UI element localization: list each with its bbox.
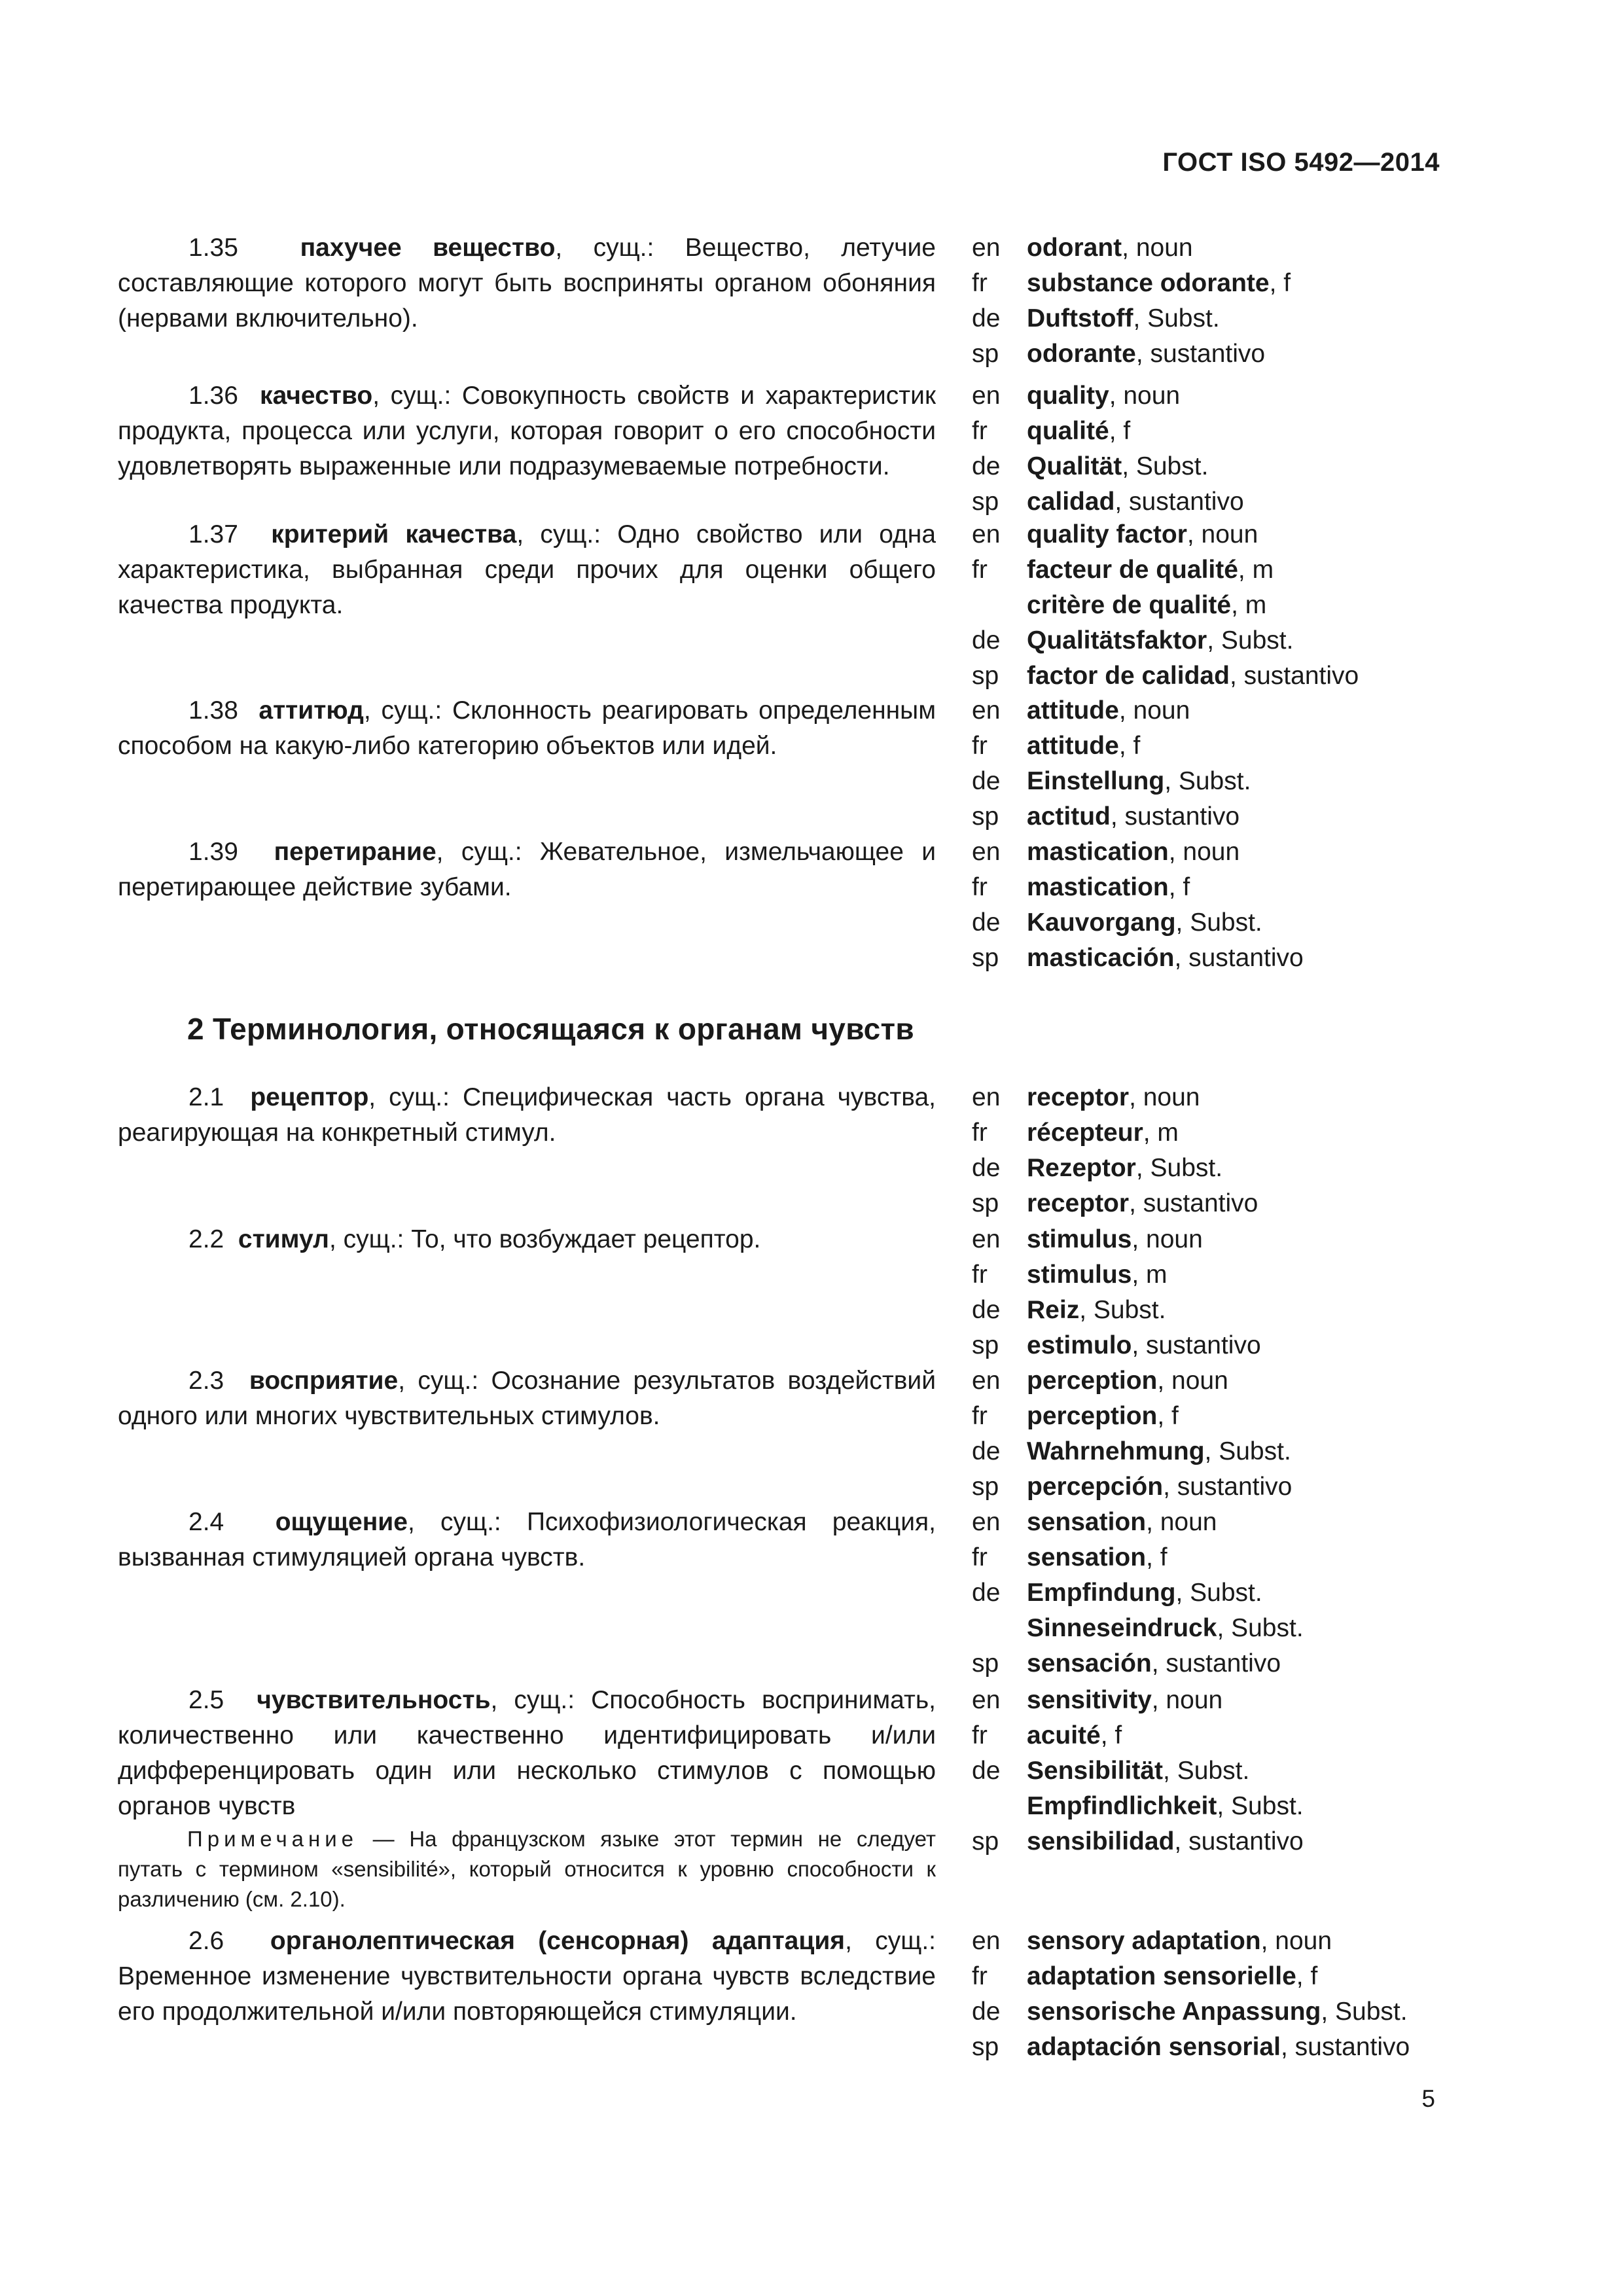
language-code: en bbox=[972, 234, 1001, 262]
term-name: качество bbox=[260, 382, 373, 410]
translated-term: Duftstoff bbox=[1027, 304, 1133, 332]
language-code: en bbox=[972, 1686, 1001, 1714]
translated-term: Kauvorgang bbox=[1027, 908, 1176, 937]
translation-row bbox=[972, 728, 1508, 764]
grammar-label: , noun bbox=[1109, 382, 1181, 410]
grammar-label: , f bbox=[1118, 732, 1141, 760]
term-definition bbox=[118, 1924, 936, 2030]
part-of-speech: , сущ.: bbox=[555, 234, 654, 262]
grammar-label: , noun bbox=[1186, 520, 1258, 548]
term-name: перетирание bbox=[274, 838, 437, 866]
term-definition bbox=[118, 378, 936, 484]
term-note bbox=[118, 1824, 936, 1914]
term-name: восприятие bbox=[249, 1367, 399, 1395]
term-definition bbox=[118, 1683, 936, 1824]
translated-term: stimulus bbox=[1027, 1225, 1132, 1253]
translated-term: receptor bbox=[1027, 1083, 1130, 1111]
term-definition bbox=[118, 1222, 936, 1257]
translated-term: quality factor bbox=[1027, 520, 1187, 548]
grammar-label: , sustantivo bbox=[1132, 1331, 1261, 1359]
definition-text: Способность воспринимать, количественно или качественно идентифицировать и/или дифференцировать один или несколько стимулов с помощью органов чувств bbox=[118, 1686, 936, 1820]
translation-row bbox=[972, 2030, 1508, 2065]
translated-term: Rezeptor bbox=[1027, 1154, 1136, 1182]
grammar-label: , Subst. bbox=[1321, 1998, 1408, 2026]
language-code: de bbox=[972, 1437, 1001, 1465]
translated-term: quality bbox=[1027, 382, 1109, 410]
translated-term: sensitivity bbox=[1027, 1686, 1152, 1714]
translation-row bbox=[972, 905, 1508, 941]
translation-row bbox=[972, 1959, 1508, 1994]
term-definition bbox=[118, 834, 936, 905]
translation-row bbox=[972, 1924, 1508, 1959]
translation-row bbox=[972, 764, 1508, 799]
translated-term: attitude bbox=[1027, 696, 1119, 725]
translated-term: perception bbox=[1027, 1367, 1158, 1395]
definition-text: Вещество, летучие составляющие которого могут быть восприняты органом обоняния (нервами включительно). bbox=[118, 234, 936, 332]
term-number: 2.5 bbox=[188, 1686, 224, 1714]
language-code: de bbox=[972, 1296, 1001, 1324]
language-code bbox=[972, 1789, 1027, 1824]
translation-row bbox=[972, 230, 1508, 266]
definition-text: Специфическая часть органа чувства, реагирующая на конкретный стимул. bbox=[118, 1083, 936, 1147]
language-code: fr bbox=[972, 1402, 988, 1430]
grammar-label: , sustantivo bbox=[1280, 2033, 1410, 2061]
grammar-label: , f bbox=[1109, 417, 1131, 445]
term-number: 2.6 bbox=[188, 1927, 224, 1955]
grammar-label: , Subst. bbox=[1175, 1579, 1262, 1607]
grammar-label: , Subst. bbox=[1217, 1792, 1304, 1820]
grammar-label: , sustantivo bbox=[1163, 1473, 1293, 1501]
term-number: 1.35 bbox=[188, 234, 238, 262]
grammar-label: , noun bbox=[1132, 1225, 1203, 1253]
part-of-speech: , сущ.: bbox=[516, 520, 601, 548]
part-of-speech: , сущ.: bbox=[372, 382, 452, 410]
grammar-label: , sustantivo bbox=[1115, 488, 1244, 516]
language-code: sp bbox=[972, 1827, 999, 1856]
translated-term: stimulus bbox=[1027, 1261, 1132, 1289]
grammar-label: , f bbox=[1296, 1962, 1318, 1990]
translated-term: Qualitätsfaktor bbox=[1027, 626, 1207, 655]
part-of-speech: , сущ.: bbox=[368, 1083, 450, 1111]
translation-row bbox=[972, 1293, 1508, 1328]
translated-term: sensory adaptation bbox=[1027, 1927, 1261, 1955]
definition-text: Совокупность свойств и характеристик продукта, процесса или услуги, которая говорит о его способности удовлетворять выраженные или подразумеваемые потребности. bbox=[118, 382, 936, 480]
part-of-speech: , сущ.: bbox=[845, 1927, 936, 1955]
language-code: en bbox=[972, 1508, 1001, 1536]
grammar-label: , sustantivo bbox=[1110, 802, 1240, 831]
translation-row bbox=[972, 1257, 1508, 1293]
translation-list bbox=[972, 1222, 1508, 1363]
translation-row bbox=[972, 449, 1508, 484]
translated-term: calidad bbox=[1027, 488, 1115, 516]
translation-row bbox=[972, 870, 1508, 905]
language-code: de bbox=[972, 626, 1001, 655]
language-code: en bbox=[972, 696, 1001, 725]
definition-text: То, что возбуждает рецептор. bbox=[404, 1225, 761, 1253]
document-code-header: ГОСТ ISO 5492—2014 bbox=[1162, 148, 1440, 177]
translation-row bbox=[972, 1115, 1508, 1151]
translation-list bbox=[972, 693, 1508, 834]
translation-list bbox=[972, 1505, 1508, 1681]
translation-row bbox=[972, 1753, 1508, 1789]
translated-term: Empfindung bbox=[1027, 1579, 1176, 1607]
language-code: fr bbox=[972, 1261, 988, 1289]
language-code: de bbox=[972, 1757, 1001, 1785]
language-code: de bbox=[972, 452, 1001, 480]
translated-term: adaptación sensorial bbox=[1027, 2033, 1281, 2061]
translation-list bbox=[972, 1080, 1508, 1221]
translated-term: sensation bbox=[1027, 1508, 1147, 1536]
translation-row bbox=[972, 1824, 1508, 1859]
translated-term: perception bbox=[1027, 1402, 1158, 1430]
part-of-speech: , сущ.: bbox=[398, 1367, 479, 1395]
translation-row bbox=[972, 378, 1508, 414]
language-code: sp bbox=[972, 1473, 999, 1501]
translated-term: percepción bbox=[1027, 1473, 1164, 1501]
language-code: sp bbox=[972, 1331, 999, 1359]
language-code bbox=[972, 588, 1027, 623]
translation-row bbox=[972, 799, 1508, 834]
translation-row bbox=[972, 301, 1508, 336]
part-of-speech: , сущ.: bbox=[490, 1686, 575, 1714]
grammar-label: , sustantivo bbox=[1229, 662, 1359, 690]
translation-row bbox=[972, 623, 1508, 658]
translated-term: substance odorante bbox=[1027, 269, 1270, 297]
grammar-label: , Subst. bbox=[1207, 626, 1294, 655]
translation-list bbox=[972, 230, 1508, 372]
language-code: fr bbox=[972, 1962, 988, 1990]
language-code: fr bbox=[972, 417, 988, 445]
definition-text: Психофизиологическая реакция, вызванная стимуляцией органа чувств. bbox=[118, 1508, 936, 1571]
grammar-label: , f bbox=[1157, 1402, 1179, 1430]
definition-text: Одно свойство или одна характеристика, выбранная среди прочих для оценки общего качества продукта. bbox=[118, 520, 936, 619]
grammar-label: , sustantivo bbox=[1129, 1189, 1258, 1217]
translation-list bbox=[972, 834, 1508, 976]
grammar-label: , f bbox=[1100, 1721, 1122, 1749]
grammar-label: , Subst. bbox=[1079, 1296, 1166, 1324]
translation-row bbox=[972, 693, 1508, 728]
translation-row bbox=[972, 484, 1508, 520]
translation-row bbox=[972, 658, 1508, 694]
language-code: en bbox=[972, 838, 1001, 866]
translated-term: estimulo bbox=[1027, 1331, 1132, 1359]
language-code: sp bbox=[972, 488, 999, 516]
translated-term: mastication bbox=[1027, 838, 1169, 866]
grammar-label: , Subst. bbox=[1122, 452, 1209, 480]
translated-term: sensibilidad bbox=[1027, 1827, 1175, 1856]
grammar-label: , sustantivo bbox=[1174, 1827, 1304, 1856]
translated-term: odorante bbox=[1027, 340, 1136, 368]
term-number: 1.36 bbox=[188, 382, 238, 410]
translation-row bbox=[972, 1434, 1508, 1469]
term-name: критерий качества bbox=[271, 520, 517, 548]
term-definition bbox=[118, 1505, 936, 1575]
grammar-label: , Subst. bbox=[1133, 304, 1220, 332]
translation-row bbox=[972, 414, 1508, 449]
term-number: 2.3 bbox=[188, 1367, 224, 1395]
language-code: en bbox=[972, 520, 1001, 548]
language-code: en bbox=[972, 382, 1001, 410]
grammar-label: , Subst. bbox=[1204, 1437, 1291, 1465]
language-code: sp bbox=[972, 1649, 999, 1677]
term-name: пахучее вещество bbox=[300, 234, 556, 262]
definition-text: Осознание результатов воздействий одного или многих чувствительных стимулов. bbox=[118, 1367, 936, 1430]
translated-term: Einstellung bbox=[1027, 767, 1165, 795]
translated-term: Empfindlichkeit bbox=[1027, 1792, 1217, 1820]
grammar-label: , m bbox=[1132, 1261, 1168, 1289]
grammar-label: , noun bbox=[1168, 838, 1240, 866]
translated-term: récepteur bbox=[1027, 1119, 1143, 1147]
term-number: 2.2 bbox=[188, 1225, 224, 1253]
term-name: органолептическая (сенсорная) адаптация bbox=[270, 1927, 846, 1955]
term-definition bbox=[118, 693, 936, 764]
term-number: 2.4 bbox=[188, 1508, 224, 1536]
language-code: fr bbox=[972, 1543, 988, 1571]
language-code: sp bbox=[972, 802, 999, 831]
translation-row bbox=[972, 1994, 1508, 2030]
language-code: fr bbox=[972, 1721, 988, 1749]
translation-row bbox=[972, 266, 1508, 301]
translated-term: Sensibilität bbox=[1027, 1757, 1164, 1785]
term-definition bbox=[118, 517, 936, 623]
grammar-label: , noun bbox=[1118, 696, 1190, 725]
translation-row bbox=[972, 1575, 1508, 1611]
language-code: de bbox=[972, 1154, 1001, 1182]
term-name: ощущение bbox=[275, 1508, 408, 1536]
language-code: de bbox=[972, 304, 1001, 332]
translated-term: receptor bbox=[1027, 1189, 1130, 1217]
translation-row bbox=[972, 1469, 1508, 1505]
page-number: 5 bbox=[1421, 2085, 1435, 2112]
grammar-label: , f bbox=[1168, 873, 1190, 901]
translation-row bbox=[972, 941, 1508, 976]
language-code: de bbox=[972, 767, 1001, 795]
part-of-speech: , сущ.: bbox=[329, 1225, 404, 1253]
grammar-label: , noun bbox=[1146, 1508, 1217, 1536]
grammar-label: , sustantivo bbox=[1135, 340, 1266, 368]
translation-row bbox=[972, 834, 1508, 870]
translated-term: Wahrnehmung bbox=[1027, 1437, 1205, 1465]
translated-term: odorant bbox=[1027, 234, 1122, 262]
language-code: en bbox=[972, 1225, 1001, 1253]
term-name: рецептор bbox=[250, 1083, 369, 1111]
translation-row bbox=[972, 1718, 1508, 1753]
translation-list bbox=[972, 1683, 1508, 1859]
translated-term: qualité bbox=[1027, 417, 1109, 445]
translated-term: facteur de qualité bbox=[1027, 556, 1238, 584]
translation-row bbox=[972, 1505, 1508, 1540]
translation-row bbox=[972, 1186, 1508, 1221]
grammar-label: , f bbox=[1146, 1543, 1168, 1571]
language-code: fr bbox=[972, 873, 988, 901]
translation-row bbox=[972, 1080, 1508, 1115]
part-of-speech: , сущ.: bbox=[436, 838, 522, 866]
grammar-label: , Subst. bbox=[1135, 1154, 1223, 1182]
term-definition bbox=[118, 230, 936, 336]
translation-row bbox=[972, 1540, 1508, 1575]
grammar-label: , noun bbox=[1260, 1927, 1332, 1955]
definition-text: Временное изменение чувствительности органа чувств вследствие его продолжительной и/или повторяющейся стимуляции. bbox=[118, 1962, 936, 2026]
term-name: аттитюд bbox=[259, 696, 364, 725]
term-number: 1.39 bbox=[188, 838, 238, 866]
translated-term: acuité bbox=[1027, 1721, 1101, 1749]
section-title: 2 Терминология, относящаяся к органам чувств bbox=[187, 1012, 914, 1046]
part-of-speech: , сущ.: bbox=[363, 696, 442, 725]
translation-row bbox=[972, 1611, 1508, 1646]
translated-term: sensación bbox=[1027, 1649, 1152, 1677]
grammar-label: , m bbox=[1238, 556, 1274, 584]
translation-row bbox=[972, 1399, 1508, 1434]
definition-text: Склонность реагировать определенным способом на какую-либо категорию объектов или идей. bbox=[118, 696, 936, 760]
translated-term: sensation bbox=[1027, 1543, 1147, 1571]
translation-list bbox=[972, 1363, 1508, 1505]
term-definition bbox=[118, 1363, 936, 1434]
language-code: sp bbox=[972, 662, 999, 690]
language-code: de bbox=[972, 1579, 1001, 1607]
grammar-label: , sustantivo bbox=[1174, 944, 1304, 972]
term-number: 1.38 bbox=[188, 696, 238, 725]
grammar-label: , noun bbox=[1151, 1686, 1223, 1714]
language-code: de bbox=[972, 908, 1001, 937]
translation-row bbox=[972, 1683, 1508, 1718]
translated-term: critère de qualité bbox=[1027, 591, 1232, 619]
grammar-label: , Subst. bbox=[1164, 767, 1251, 795]
part-of-speech: , сущ.: bbox=[407, 1508, 501, 1536]
translation-row bbox=[972, 588, 1508, 623]
translation-list bbox=[972, 517, 1508, 694]
note-label: Примечание bbox=[187, 1827, 359, 1851]
language-code: en bbox=[972, 1083, 1001, 1111]
language-code: fr bbox=[972, 269, 988, 297]
language-code: sp bbox=[972, 340, 999, 368]
language-code: en bbox=[972, 1367, 1001, 1395]
translation-row bbox=[972, 336, 1508, 372]
grammar-label: , f bbox=[1269, 269, 1291, 297]
term-number: 2.1 bbox=[188, 1083, 224, 1111]
grammar-label: , m bbox=[1231, 591, 1267, 619]
language-code: en bbox=[972, 1927, 1001, 1955]
grammar-label: , Subst. bbox=[1175, 908, 1262, 937]
definition-text: Жевательное, измельчающее и перетирающее действие зубами. bbox=[118, 838, 936, 901]
translated-term: adaptation sensorielle bbox=[1027, 1962, 1296, 1990]
translation-row bbox=[972, 552, 1508, 588]
translated-term: actitud bbox=[1027, 802, 1111, 831]
translated-term: Sinneseindruck bbox=[1027, 1614, 1217, 1642]
term-name: стимул bbox=[238, 1225, 329, 1253]
language-code: sp bbox=[972, 2033, 999, 2061]
language-code: fr bbox=[972, 732, 988, 760]
term-number: 1.37 bbox=[188, 520, 238, 548]
language-code: sp bbox=[972, 944, 999, 972]
grammar-label: , m bbox=[1143, 1119, 1179, 1147]
translation-row bbox=[972, 1222, 1508, 1257]
note-text: — На французском языке этот термин не следует путать с термином «sensibilité», который относится к уровню способности к различению (см. 2.10). bbox=[118, 1827, 936, 1911]
translated-term: masticación bbox=[1027, 944, 1175, 972]
grammar-label: , noun bbox=[1122, 234, 1193, 262]
term-name: чувствительность bbox=[257, 1686, 491, 1714]
translated-term: attitude bbox=[1027, 732, 1119, 760]
translation-list bbox=[972, 378, 1508, 520]
grammar-label: , noun bbox=[1157, 1367, 1228, 1395]
language-code: fr bbox=[972, 1119, 988, 1147]
language-code: fr bbox=[972, 556, 988, 584]
translation-row bbox=[972, 1646, 1508, 1681]
translated-term: factor de calidad bbox=[1027, 662, 1230, 690]
term-definition bbox=[118, 1080, 936, 1151]
translation-row bbox=[972, 1789, 1508, 1824]
language-code: sp bbox=[972, 1189, 999, 1217]
grammar-label: , Subst. bbox=[1163, 1757, 1250, 1785]
translated-term: mastication bbox=[1027, 873, 1169, 901]
translation-list bbox=[972, 1924, 1508, 2065]
translation-row bbox=[972, 1151, 1508, 1186]
translated-term: Reiz bbox=[1027, 1296, 1080, 1324]
translation-row bbox=[972, 517, 1508, 552]
grammar-label: , noun bbox=[1129, 1083, 1200, 1111]
grammar-label: , sustantivo bbox=[1151, 1649, 1281, 1677]
translation-row bbox=[972, 1328, 1508, 1363]
translated-term: sensorische Anpassung bbox=[1027, 1998, 1321, 2026]
translation-row bbox=[972, 1363, 1508, 1399]
grammar-label: , Subst. bbox=[1217, 1614, 1304, 1642]
language-code: de bbox=[972, 1998, 1001, 2026]
language-code bbox=[972, 1611, 1027, 1646]
translated-term: Qualität bbox=[1027, 452, 1122, 480]
